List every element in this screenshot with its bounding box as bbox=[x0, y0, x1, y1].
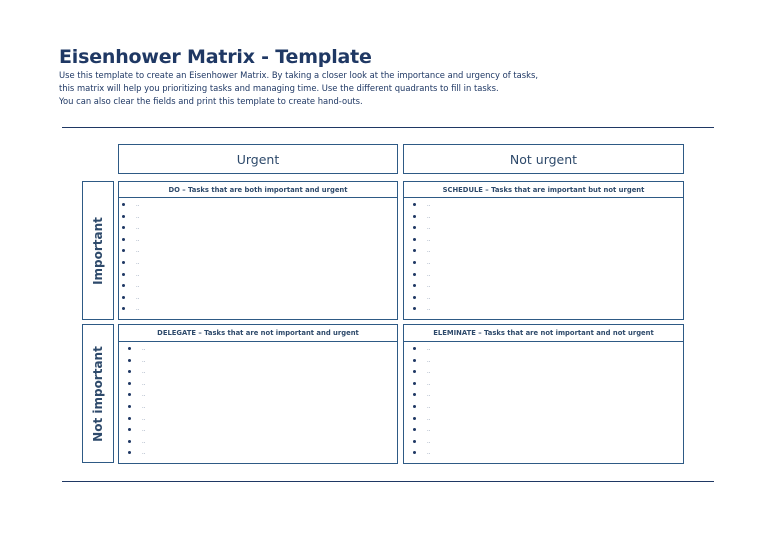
task-placeholder: .. bbox=[427, 427, 431, 434]
bullet-icon bbox=[413, 261, 416, 264]
task-placeholder: .. bbox=[142, 380, 146, 387]
bullet-icon bbox=[122, 296, 125, 299]
bullet-icon bbox=[413, 284, 416, 287]
bullet-icon bbox=[128, 370, 131, 373]
column-header-urgent bbox=[118, 144, 398, 174]
bullet-icon bbox=[413, 347, 416, 350]
task-placeholder: .. bbox=[142, 438, 146, 445]
row-header-important bbox=[82, 181, 114, 320]
bullet-icon bbox=[128, 405, 131, 408]
task-placeholder: .. bbox=[427, 346, 431, 352]
bullet-icon bbox=[122, 307, 125, 310]
bullet-icon bbox=[413, 417, 416, 420]
bullet-icon bbox=[413, 382, 416, 385]
task-placeholder: .. bbox=[136, 259, 140, 266]
row-header-not-important bbox=[82, 324, 114, 463]
task-placeholder: .. bbox=[136, 236, 140, 243]
quadrant-eleminate-heading bbox=[403, 324, 684, 342]
bullet-icon bbox=[413, 203, 416, 206]
column-header-label: Not urgent bbox=[509, 151, 578, 167]
intro-line: this matrix will help you prioritizing tasks and managing time. Use the different quadrants to fill in tasks. bbox=[59, 82, 499, 93]
task-placeholder: .. bbox=[427, 415, 431, 422]
task-placeholder: .. bbox=[427, 225, 431, 232]
bullet-icon bbox=[128, 417, 131, 420]
task-placeholder: .. bbox=[427, 357, 431, 364]
bullet-icon bbox=[413, 249, 416, 252]
bullet-icon bbox=[413, 215, 416, 218]
bullet-icon bbox=[413, 226, 416, 229]
task-placeholder: .. bbox=[427, 236, 431, 243]
bottom-divider bbox=[62, 481, 714, 482]
quadrant-heading-label: DO – Tasks that are both important and urgent bbox=[168, 185, 348, 194]
bullet-icon bbox=[122, 226, 125, 229]
bullet-icon bbox=[413, 273, 416, 276]
task-placeholder: .. bbox=[136, 271, 140, 278]
bullet-icon bbox=[128, 347, 131, 350]
task-placeholder: .. bbox=[136, 248, 140, 255]
task-placeholder: .. bbox=[136, 294, 140, 301]
quadrant-do-body[interactable] bbox=[118, 197, 398, 320]
task-placeholder: .. bbox=[427, 259, 431, 266]
intro-line: You can also clear the fields and print this template to create hand-outs. bbox=[59, 95, 363, 106]
task-placeholder: .. bbox=[427, 248, 431, 255]
row-header-label: Important bbox=[91, 216, 105, 285]
task-placeholder: .. bbox=[427, 450, 431, 457]
bullet-icon bbox=[413, 296, 416, 299]
bullet-icon bbox=[128, 393, 131, 396]
task-placeholder: .. bbox=[136, 225, 140, 232]
task-placeholder: .. bbox=[142, 346, 146, 352]
column-header-label: Urgent bbox=[236, 151, 280, 167]
quadrant-delegate-heading bbox=[118, 324, 398, 342]
intro-line: Use this template to create an Eisenhower Matrix. By taking a closer look at the importance and urgency of tasks, bbox=[59, 70, 539, 80]
quadrant-eleminate-body[interactable] bbox=[403, 341, 684, 464]
task-placeholder: .. bbox=[427, 294, 431, 301]
bullet-icon bbox=[122, 273, 125, 276]
top-divider bbox=[62, 127, 714, 128]
task-placeholder: .. bbox=[142, 415, 146, 422]
bullet-icon bbox=[413, 393, 416, 396]
task-placeholder: .. bbox=[427, 438, 431, 445]
bullet-icon bbox=[128, 451, 131, 454]
task-placeholder: .. bbox=[427, 202, 431, 208]
bullet-icon bbox=[122, 203, 125, 206]
bullet-icon bbox=[122, 238, 125, 241]
task-placeholder: .. bbox=[427, 392, 431, 399]
bullet-icon bbox=[122, 261, 125, 264]
bullet-icon bbox=[413, 359, 416, 362]
bullet-icon bbox=[413, 451, 416, 454]
bullet-icon bbox=[128, 382, 131, 385]
task-placeholder: .. bbox=[142, 357, 146, 364]
task-placeholder: .. bbox=[427, 369, 431, 376]
task-placeholder: .. bbox=[142, 427, 146, 434]
intro-text bbox=[59, 69, 619, 107]
bullet-icon bbox=[122, 215, 125, 218]
quadrant-schedule-heading bbox=[403, 181, 684, 198]
quadrant-schedule-body[interactable] bbox=[403, 197, 684, 320]
bullet-icon bbox=[413, 370, 416, 373]
bullet-icon bbox=[413, 405, 416, 408]
bullet-icon bbox=[122, 284, 125, 287]
bullet-icon bbox=[413, 428, 416, 431]
bullet-icon bbox=[122, 249, 125, 252]
bullet-icon bbox=[413, 307, 416, 310]
row-header-label: Not important bbox=[91, 345, 105, 442]
task-placeholder: .. bbox=[427, 283, 431, 290]
quadrant-do-heading bbox=[118, 181, 398, 198]
task-placeholder: .. bbox=[427, 271, 431, 278]
bullet-icon bbox=[413, 440, 416, 443]
bullet-icon bbox=[413, 238, 416, 241]
bullet-icon bbox=[128, 428, 131, 431]
task-placeholder: .. bbox=[136, 202, 140, 208]
task-placeholder: .. bbox=[427, 213, 431, 220]
quadrant-delegate-body[interactable] bbox=[118, 341, 398, 464]
bullet-icon bbox=[128, 440, 131, 443]
task-placeholder: .. bbox=[142, 450, 146, 457]
quadrant-heading-label: SCHEDULE – Tasks that are important but not urgent bbox=[442, 185, 645, 194]
page-title: Eisenhower Matrix - Template bbox=[59, 46, 372, 68]
task-placeholder: .. bbox=[427, 403, 431, 410]
quadrant-heading-label: ELEMINATE – Tasks that are not important and not urgent bbox=[433, 329, 654, 337]
task-placeholder: .. bbox=[427, 380, 431, 387]
task-placeholder: .. bbox=[136, 213, 140, 220]
bullet-icon bbox=[128, 359, 131, 362]
task-placeholder: .. bbox=[142, 369, 146, 376]
task-placeholder: .. bbox=[136, 283, 140, 290]
task-placeholder: .. bbox=[427, 306, 431, 313]
quadrant-heading-label: DELEGATE – Tasks that are not important and urgent bbox=[157, 329, 359, 337]
column-header-not-urgent bbox=[403, 144, 684, 174]
task-placeholder: .. bbox=[136, 306, 140, 313]
task-placeholder: .. bbox=[142, 392, 146, 399]
task-placeholder: .. bbox=[142, 403, 146, 410]
